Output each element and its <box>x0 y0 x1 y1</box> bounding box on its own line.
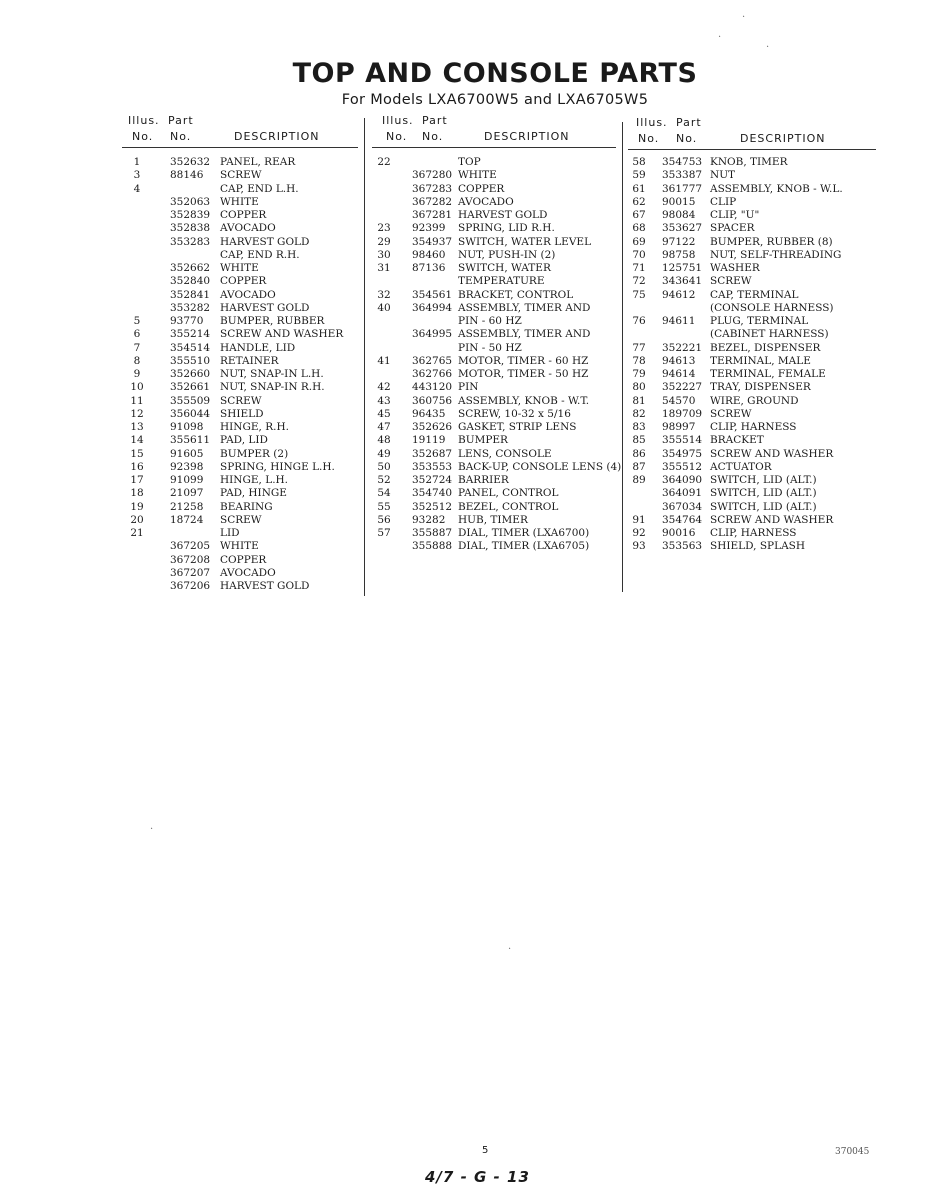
part-number: 54570 <box>662 394 696 407</box>
part-description: PIN <box>458 381 479 394</box>
part-number: 91098 <box>170 421 204 433</box>
part-number: 364091 <box>662 487 703 500</box>
part-number: 355611 <box>170 434 211 447</box>
part-number: 367283 <box>412 182 453 195</box>
part-description: HANDLE, LID <box>220 341 296 354</box>
part-description: WHITE <box>220 262 259 274</box>
illus-number: 22 <box>377 156 391 168</box>
part-number: 352841 <box>170 288 211 301</box>
page-number: 5 <box>482 1145 489 1156</box>
part-number: 364995 <box>412 328 453 341</box>
illus-number: 78 <box>632 354 646 367</box>
header-part-no: No. <box>676 132 698 145</box>
part-number: 87136 <box>412 262 446 274</box>
part-description: NUT, PUSH-IN (2) <box>458 248 556 261</box>
part-description: ASSEMBLY, KNOB - W.L. <box>710 182 843 195</box>
part-number: 96435 <box>412 407 446 420</box>
part-description: TERMINAL, FEMALE <box>710 368 826 380</box>
illus-number: 10 <box>130 381 144 394</box>
illus-number: 92 <box>632 527 646 539</box>
illus-number: 70 <box>632 248 646 261</box>
illus-number: 59 <box>632 169 646 182</box>
part-number: 361777 <box>662 182 703 195</box>
part-description: HUB, TIMER <box>458 513 528 526</box>
part-description: BRACKET, CONTROL <box>458 288 574 301</box>
illus-number: 69 <box>632 235 646 248</box>
illus-number: 7 <box>133 341 141 354</box>
part-number: 355512 <box>662 460 703 473</box>
part-description: CLIP, HARNESS <box>710 421 797 433</box>
header-illus: Illus. <box>636 116 668 129</box>
illus-number: 67 <box>632 209 646 221</box>
scan-speck: · <box>150 824 154 835</box>
part-number: 98460 <box>412 248 446 261</box>
illus-number: 89 <box>632 474 646 486</box>
illus-number: 19 <box>130 500 144 513</box>
header-description: DESCRIPTION <box>484 130 570 143</box>
part-description: AVOCADO <box>220 288 276 301</box>
part-number: 443120 <box>412 381 453 394</box>
illus-number: 54 <box>377 487 391 500</box>
illus-number: 29 <box>377 235 391 248</box>
part-number: 352724 <box>412 474 453 486</box>
part-description: ASSEMBLY, TIMER AND <box>458 301 591 314</box>
part-number: 88146 <box>170 169 204 182</box>
part-number: 92398 <box>170 460 204 473</box>
part-description: SWITCH, WATER <box>458 262 551 274</box>
part-number: 353553 <box>412 460 453 473</box>
part-description: PAD, HINGE <box>220 487 287 500</box>
illus-number: 61 <box>632 182 646 195</box>
part-description: SPRING, HINGE L.H. <box>220 460 335 473</box>
part-description: NUT <box>710 169 736 182</box>
header-illus-no: No. <box>638 132 660 145</box>
part-number: 352662 <box>170 262 211 274</box>
part-description: HARVEST GOLD <box>220 580 310 592</box>
part-description: TRAY, DISPENSER <box>710 381 811 394</box>
scan-speck: · <box>766 42 770 53</box>
header-rule <box>372 147 616 148</box>
part-number: 364090 <box>662 474 703 486</box>
part-description: SPACER <box>710 222 755 235</box>
part-description: PIN - 60 HZ <box>458 315 522 327</box>
part-number: 352632 <box>170 156 211 168</box>
illus-number: 58 <box>632 156 646 168</box>
part-number: 356044 <box>170 407 211 420</box>
part-description: SWITCH, LID (ALT.) <box>710 487 817 500</box>
illus-number: 72 <box>632 275 646 288</box>
header-illus-no: No. <box>386 130 408 143</box>
illus-number: 14 <box>130 434 144 447</box>
part-description: HARVEST GOLD <box>220 301 310 314</box>
part-description: TEMPERATURE <box>458 275 545 288</box>
part-description: WHITE <box>220 195 259 208</box>
illus-number: 76 <box>632 315 646 327</box>
part-number: 353283 <box>170 235 211 248</box>
part-number: 352660 <box>170 368 211 380</box>
part-number: 367281 <box>412 209 453 221</box>
part-description: GASKET, STRIP LENS <box>458 421 577 433</box>
part-number: 367280 <box>412 169 453 182</box>
part-description: WHITE <box>458 169 497 182</box>
part-number: 354753 <box>662 156 703 168</box>
part-description: SCREW AND WASHER <box>710 447 834 460</box>
part-description: SCREW AND WASHER <box>710 513 834 526</box>
part-number: 98758 <box>662 248 696 261</box>
header-rule <box>122 147 358 148</box>
part-description: COPPER <box>458 182 505 195</box>
part-description: WIRE, GROUND <box>710 394 799 407</box>
part-number: 343641 <box>662 275 703 288</box>
part-description: HINGE, R.H. <box>220 421 289 433</box>
header-part-no: No. <box>422 130 444 143</box>
part-number: 352626 <box>412 421 453 433</box>
part-description: BUMPER, RUBBER <box>220 315 325 327</box>
column-divider <box>622 122 623 592</box>
part-number: 354975 <box>662 447 703 460</box>
illus-number: 31 <box>377 262 391 274</box>
part-description: MOTOR, TIMER - 50 HZ <box>458 368 589 380</box>
illus-number: 71 <box>632 262 646 274</box>
part-description: AVOCADO <box>220 566 276 579</box>
part-description: DIAL, TIMER (LXA6700) <box>458 527 590 539</box>
part-number: 352221 <box>662 341 703 354</box>
part-number: 21258 <box>170 500 204 513</box>
illus-number: 5 <box>133 315 141 327</box>
part-description: CAP, TERMINAL <box>710 288 799 301</box>
part-description: PIN - 50 HZ <box>458 341 522 354</box>
header-description: DESCRIPTION <box>740 132 826 145</box>
part-number: 354514 <box>170 341 211 354</box>
illus-number: 52 <box>377 474 391 486</box>
part-description: BACK-UP, CONSOLE LENS (4) <box>458 460 622 473</box>
scan-speck: · <box>742 12 746 23</box>
part-number: 21097 <box>170 487 204 500</box>
part-number: 354937 <box>412 235 453 248</box>
part-description: NUT, SNAP-IN R.H. <box>220 381 325 394</box>
part-number: 353282 <box>170 301 211 314</box>
header-illus: Illus. <box>382 114 414 127</box>
illus-number: 62 <box>632 195 646 208</box>
part-description: NUT, SELF-THREADING <box>710 248 842 261</box>
part-number: 367205 <box>170 540 211 553</box>
part-description: CLIP, "U" <box>710 209 760 221</box>
part-description: ASSEMBLY, TIMER AND <box>458 328 591 341</box>
part-number: 355509 <box>170 394 211 407</box>
part-description: HINGE, L.H. <box>220 474 289 486</box>
illus-number: 15 <box>130 447 144 460</box>
part-description: HARVEST GOLD <box>220 235 310 248</box>
illus-number: 42 <box>377 381 391 394</box>
header-illus: Illus. <box>128 114 160 127</box>
illus-number: 30 <box>377 248 391 261</box>
illus-number: 68 <box>632 222 646 235</box>
part-description: CLIP, HARNESS <box>710 527 797 539</box>
part-description: DIAL, TIMER (LXA6705) <box>458 540 590 553</box>
part-number: 367034 <box>662 500 703 513</box>
part-number: 367207 <box>170 566 211 579</box>
document-code: 370045 <box>835 1147 870 1157</box>
part-description: LENS, CONSOLE <box>458 447 552 460</box>
illus-number: 1 <box>133 156 141 168</box>
illus-number: 48 <box>377 434 391 447</box>
illus-number: 40 <box>377 301 391 314</box>
part-description: SCREW <box>220 513 262 526</box>
illus-number: 23 <box>377 222 391 235</box>
part-description: SPRING, LID R.H. <box>458 222 555 235</box>
part-description: COPPER <box>220 209 267 221</box>
part-description: PANEL, CONTROL <box>458 487 559 500</box>
illus-number: 17 <box>130 474 144 486</box>
illus-number: 45 <box>377 407 391 420</box>
part-description: (CONSOLE HARNESS) <box>710 301 834 314</box>
part-number: 91099 <box>170 474 204 486</box>
part-description: COPPER <box>220 275 267 288</box>
part-description: BEARING <box>220 500 273 513</box>
part-number: 353563 <box>662 540 703 553</box>
part-description: HARVEST GOLD <box>458 209 548 221</box>
part-number: 97122 <box>662 235 696 248</box>
part-number: 352063 <box>170 195 211 208</box>
illus-number: 20 <box>130 513 144 526</box>
part-number: 364994 <box>412 301 453 314</box>
illus-number: 16 <box>130 460 144 473</box>
part-description: ACTUATOR <box>710 460 772 473</box>
illus-number: 13 <box>130 421 144 433</box>
illus-number: 50 <box>377 460 391 473</box>
illus-number: 55 <box>377 500 391 513</box>
part-number: 352838 <box>170 222 211 235</box>
illus-number: 82 <box>632 407 646 420</box>
part-description: ASSEMBLY, KNOB - W.T. <box>458 394 590 407</box>
header-part: Part <box>422 114 448 127</box>
scan-speck: · <box>508 944 512 955</box>
part-description: RETAINER <box>220 354 279 367</box>
illus-number: 57 <box>377 527 391 539</box>
part-number: 92399 <box>412 222 446 235</box>
part-description: PLUG, TERMINAL <box>710 315 809 327</box>
part-description: BUMPER <box>458 434 508 447</box>
part-number: 354764 <box>662 513 703 526</box>
handwritten-note: 4/7 - G - 13 <box>425 1168 530 1186</box>
part-number: 189709 <box>662 407 703 420</box>
part-number: 352661 <box>170 381 211 394</box>
part-number: 98084 <box>662 209 696 221</box>
part-number: 352839 <box>170 209 211 221</box>
part-description: SCREW AND WASHER <box>220 328 344 341</box>
part-number: 355887 <box>412 527 453 539</box>
part-number: 91605 <box>170 447 204 460</box>
part-description: CAP, END R.H. <box>220 248 300 261</box>
part-number: 367208 <box>170 553 211 566</box>
part-number: 94613 <box>662 354 696 367</box>
column-divider <box>364 118 365 596</box>
illus-number: 49 <box>377 447 391 460</box>
part-number: 94611 <box>662 315 696 327</box>
header-description: DESCRIPTION <box>234 130 320 143</box>
part-description: KNOB, TIMER <box>710 156 788 168</box>
illus-number: 6 <box>133 328 141 341</box>
illus-number: 56 <box>377 513 391 526</box>
illus-number: 11 <box>130 394 144 407</box>
part-number: 362765 <box>412 354 453 367</box>
illus-number: 91 <box>632 513 646 526</box>
part-number: 90015 <box>662 195 696 208</box>
part-description: NUT, SNAP-IN L.H. <box>220 368 324 380</box>
part-description: CLIP <box>710 195 737 208</box>
part-description: SWITCH, WATER LEVEL <box>458 235 592 248</box>
part-description: SHIELD <box>220 407 264 420</box>
illus-number: 77 <box>632 341 646 354</box>
part-number: 353387 <box>662 169 703 182</box>
illus-number: 9 <box>133 368 141 380</box>
part-number: 352687 <box>412 447 453 460</box>
part-description: BARRIER <box>458 474 509 486</box>
illus-number: 18 <box>130 487 144 500</box>
part-number: 94614 <box>662 368 696 380</box>
part-number: 94612 <box>662 288 696 301</box>
part-number: 355214 <box>170 328 211 341</box>
part-description: CAP, END L.H. <box>220 182 299 195</box>
illus-number: 81 <box>632 394 646 407</box>
illus-number: 85 <box>632 434 646 447</box>
part-number: 98997 <box>662 421 696 433</box>
header-part: Part <box>168 114 194 127</box>
illus-number: 8 <box>133 354 141 367</box>
header-rule <box>628 149 876 150</box>
part-description: BEZEL, CONTROL <box>458 500 559 513</box>
part-number: 355888 <box>412 540 453 553</box>
part-number: 354561 <box>412 288 453 301</box>
part-description: PAD, LID <box>220 434 268 447</box>
part-description: PANEL, REAR <box>220 156 296 168</box>
illus-number: 41 <box>377 354 391 367</box>
illus-number: 21 <box>130 527 144 539</box>
part-description: SCREW <box>220 169 262 182</box>
header-part-no: No. <box>170 130 192 143</box>
part-description: WASHER <box>710 262 760 274</box>
part-description: SCREW, 10-32 x 5/16 <box>458 407 571 420</box>
part-number: 362766 <box>412 368 453 380</box>
illus-number: 75 <box>632 288 646 301</box>
part-description: BRACKET <box>710 434 764 447</box>
page-subtitle: For Models LXA6700W5 and LXA6705W5 <box>341 92 649 108</box>
header-part: Part <box>676 116 702 129</box>
header-illus-no: No. <box>132 130 154 143</box>
part-number: 93282 <box>412 513 446 526</box>
part-description: LID <box>220 527 240 539</box>
part-number: 360756 <box>412 394 453 407</box>
illus-number: 12 <box>130 407 144 420</box>
part-number: 125751 <box>662 262 703 274</box>
part-description: SHIELD, SPLASH <box>710 540 806 553</box>
illus-number: 93 <box>632 540 646 553</box>
part-number: 354740 <box>412 487 453 500</box>
illus-number: 47 <box>377 421 391 433</box>
illus-number: 3 <box>133 169 141 182</box>
part-description: BUMPER (2) <box>220 447 289 460</box>
illus-number: 32 <box>377 288 391 301</box>
illus-number: 4 <box>133 182 141 195</box>
part-description: (CABINET HARNESS) <box>710 328 829 341</box>
part-number: 18724 <box>170 513 204 526</box>
scan-speck: · <box>718 32 722 43</box>
illus-number: 87 <box>632 460 646 473</box>
page-title: TOP AND CONSOLE PARTS <box>292 58 698 89</box>
part-number: 367206 <box>170 580 211 592</box>
part-description: MOTOR, TIMER - 60 HZ <box>458 354 589 367</box>
illus-number: 83 <box>632 421 646 433</box>
part-number: 355510 <box>170 354 211 367</box>
part-number: 352840 <box>170 275 211 288</box>
part-description: COPPER <box>220 553 267 566</box>
part-description: SWITCH, LID (ALT.) <box>710 474 817 486</box>
part-description: TOP <box>458 156 481 168</box>
part-description: TERMINAL, MALE <box>710 354 811 367</box>
illus-number: 43 <box>377 394 391 407</box>
part-number: 352512 <box>412 500 453 513</box>
part-description: SCREW <box>710 407 752 420</box>
part-description: AVOCADO <box>458 195 514 208</box>
part-number: 93770 <box>170 315 204 327</box>
part-description: SWITCH, LID (ALT.) <box>710 500 817 513</box>
part-number: 19119 <box>412 434 446 447</box>
part-number: 367282 <box>412 195 453 208</box>
part-number: 90016 <box>662 527 696 539</box>
part-description: BUMPER, RUBBER (8) <box>710 235 833 248</box>
part-number: 353627 <box>662 222 703 235</box>
illus-number: 79 <box>632 368 646 380</box>
part-number: 355514 <box>662 434 703 447</box>
part-description: WHITE <box>220 540 259 553</box>
part-description: BEZEL, DISPENSER <box>710 341 821 354</box>
part-number: 352227 <box>662 381 703 394</box>
part-description: SCREW <box>710 275 752 288</box>
illus-number: 86 <box>632 447 646 460</box>
part-description: AVOCADO <box>220 222 276 235</box>
illus-number: 80 <box>632 381 646 394</box>
part-description: SCREW <box>220 394 262 407</box>
